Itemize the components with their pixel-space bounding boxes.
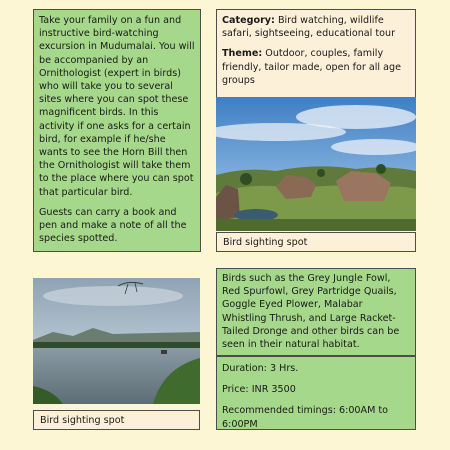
price-label: Price: [222,384,249,396]
guests-note-paragraph: Guests can carry a book and pen and make a note of all the species spotted. [39,206,187,245]
bird-sighting-photo-landscape [216,97,416,231]
category-value: Bird watching, wildlife safari, sightseeing, educational tour [222,15,396,40]
bird-species-text: Birds such as the Grey Jungle Fowl, Red Spurfowl, Grey Partridge Quails, Goggle Eyed Plower, Malabar Whistling Thrush, and Large Racket-Tailed Dronge and other birds can be seen in their natural habitat. [222,273,400,351]
theme-line [222,47,410,87]
tour-details-box [216,356,416,430]
category-theme-box [216,9,416,101]
duration-value: 3 Hrs. [266,363,299,374]
timings-value: 6:00AM to 6:00PM [222,405,389,430]
intro-paragraph: Take your family on a fun and instructive bird-watching excursion in Mudumalai. You will be accompanied by an Ornithologist (expert in birds) who will take you to several sites where you can spot these magnificent birds. In this activity if one asks for a certain bird, for example if he/she wants to see the Horn Bill then the Ornithologist will take them to the place where you can spot that particular bird. [39,15,195,198]
timings-line [222,404,410,430]
theme-label: Theme: [222,48,263,60]
intro-description-box [33,9,201,252]
bird-sighting-photo-lake [33,278,200,404]
category-label: Category: [222,15,275,26]
price-line [222,383,410,396]
theme-value: Outdoor, couples, family friendly, tailor made, open for all age groups [222,48,402,86]
duration-line [222,362,410,375]
category-line [222,14,410,40]
photo-caption: Bird sighting spot [33,410,200,430]
timings-label: Recommended timings: [222,405,336,417]
bird-species-box [216,268,416,356]
duration-label: Duration: [222,363,267,374]
price-value: INR 3500 [248,384,296,396]
photo-caption: Bird sighting spot [216,232,416,252]
